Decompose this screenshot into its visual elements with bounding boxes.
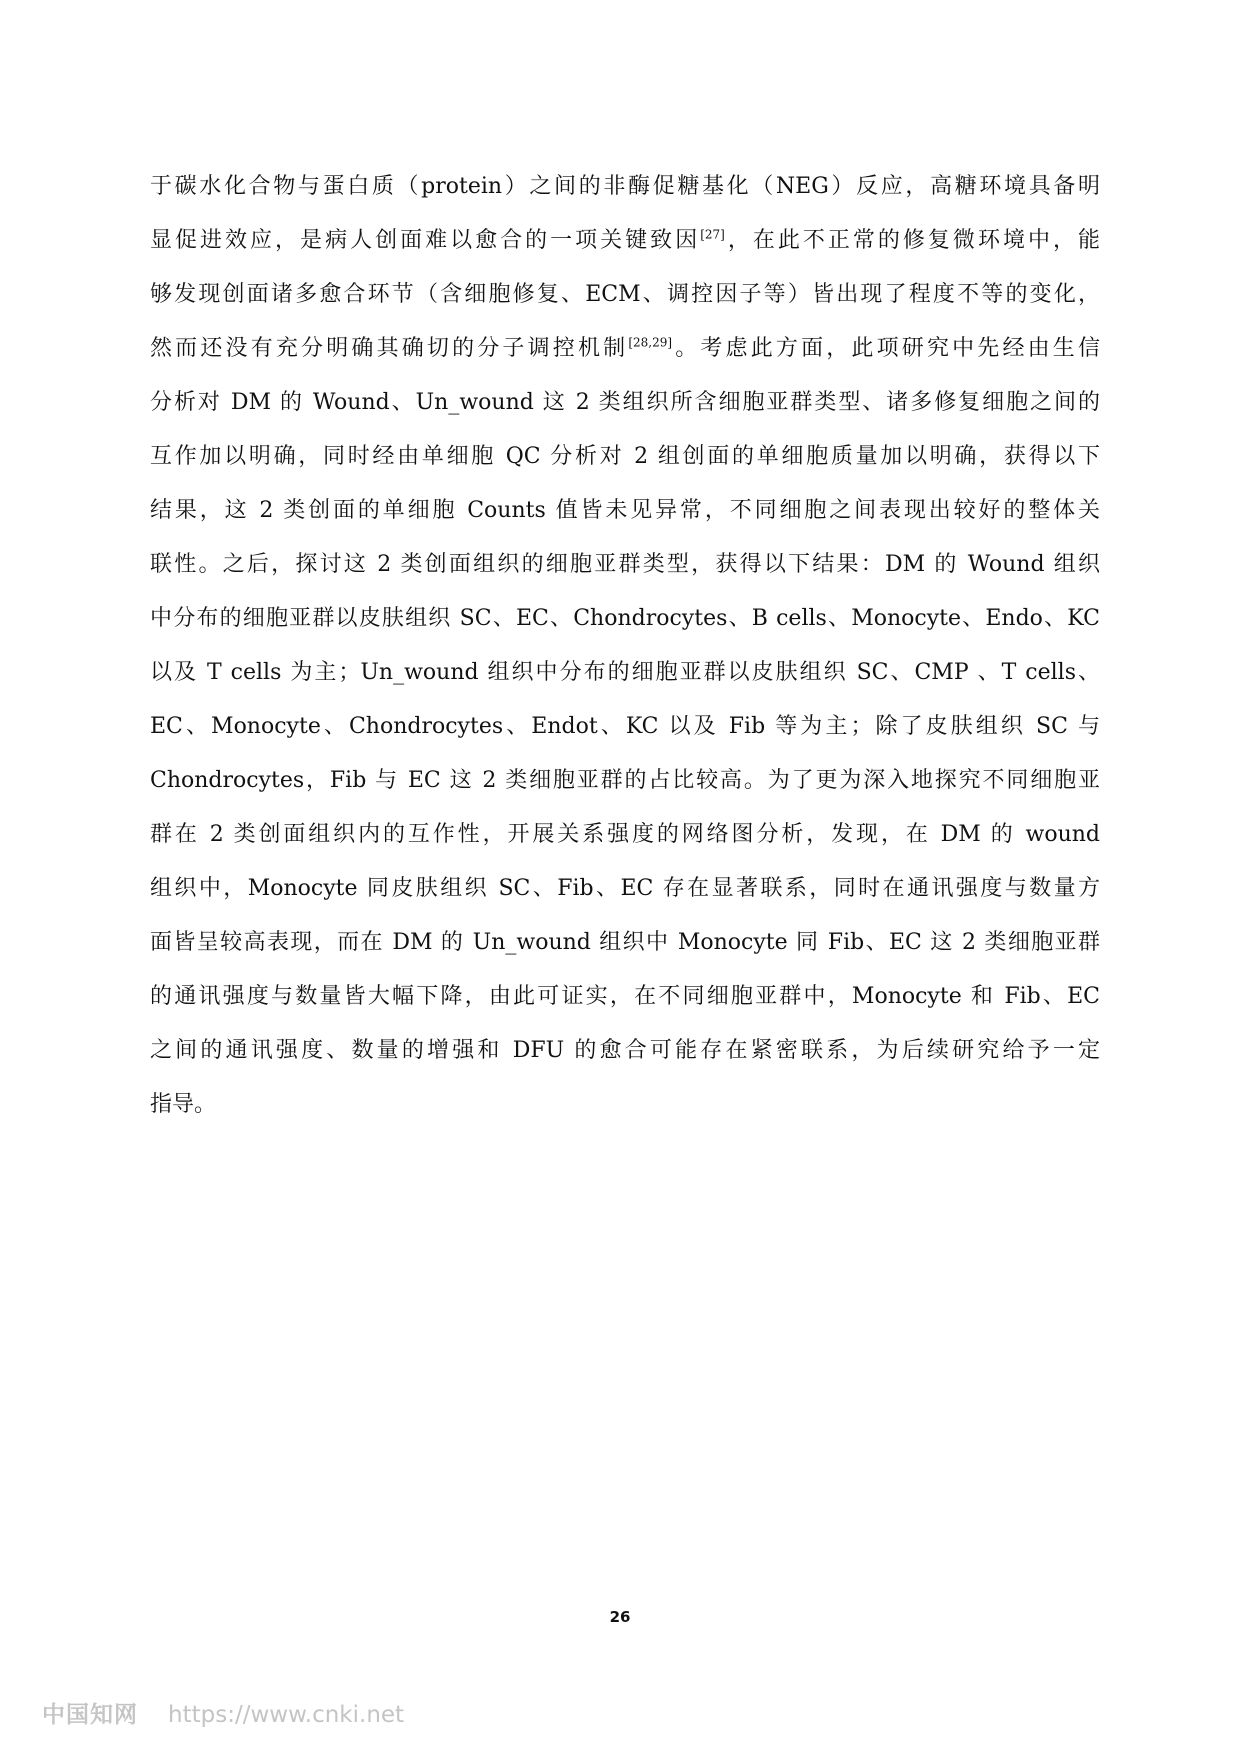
text-line: 分析对 DM 的 Wound、Un_wound 这 2 类组织所含细胞亚群类型、诸多修复细胞之间的: [150, 390, 1100, 415]
text-line: 面皆呈较高表现，而在 DM 的 Un_wound 组织中 Monocyte 同 Fib、EC 这 2 类细胞亚群: [150, 930, 1100, 955]
text-line: 然而还没有充分明确其确切的分子调控机制[28,29]。考虑此方面，此项研究中先经由生信: [150, 335, 1100, 361]
text-line: 结果，这 2 类创面的单细胞 Counts 值皆未见异常，不同细胞之间表现出较好的整体关: [150, 498, 1100, 523]
text-line: 的通讯强度与数量皆大幅下降，由此可证实，在不同细胞亚群中，Monocyte 和 Fib、EC: [150, 984, 1100, 1009]
page-number: 26: [609, 1608, 631, 1626]
body-paragraph: [150, 160, 1100, 1132]
text-line: 之间的通讯强度、数量的增强和 DFU 的愈合可能存在紧密联系，为后续研究给予一定: [150, 1038, 1100, 1063]
text-line: 群在 2 类创面组织内的互作性，开展关系强度的网络图分析，发现，在 DM 的 wound: [150, 822, 1100, 847]
text-line: 显促进效应，是病人创面难以愈合的一项关键致因[27]，在此不正常的修复微环境中，能: [150, 227, 1100, 253]
citation-reference: [27]: [700, 227, 725, 242]
text-line: 够发现创面诸多愈合环节（含细胞修复、ECM、调控因子等）皆出现了程度不等的变化，: [150, 282, 1100, 307]
text-line: 联性。之后，探讨这 2 类创面组织的细胞亚群类型，获得以下结果：DM 的 Wound 组织: [150, 552, 1100, 577]
cnki-watermark: [42, 1696, 404, 1729]
text-line: 指导。: [150, 1092, 217, 1117]
text-line: 于碳水化合物与蛋白质（protein）之间的非酶促糖基化（NEG）反应，高糖环境具备明: [150, 174, 1100, 199]
citation-reference: [28,29]: [628, 335, 673, 350]
text-line: Chondrocytes，Fib 与 EC 这 2 类细胞亚群的占比较高。为了更为深入地探究不同细胞亚: [150, 768, 1100, 793]
watermark-logo-text: 中国知网: [42, 1702, 138, 1728]
text-line: EC、Monocyte、Chondrocytes、Endot、KC 以及 Fib 等为主；除了皮肤组织 SC 与: [150, 714, 1100, 739]
text-line: 互作加以明确，同时经由单细胞 QC 分析对 2 组创面的单细胞质量加以明确，获得以下: [150, 444, 1100, 469]
text-line: 以及 T cells 为主；Un_wound 组织中分布的细胞亚群以皮肤组织 SC、CMP 、T cells、: [150, 660, 1100, 685]
text-line: 中分布的细胞亚群以皮肤组织 SC、EC、Chondrocytes、B cells、Monocyte、Endo、KC: [150, 606, 1100, 631]
watermark-url: https://www.cnki.net: [168, 1702, 405, 1728]
text-line: 组织中，Monocyte 同皮肤组织 SC、Fib、EC 存在显著联系，同时在通讯强度与数量方: [150, 876, 1100, 901]
